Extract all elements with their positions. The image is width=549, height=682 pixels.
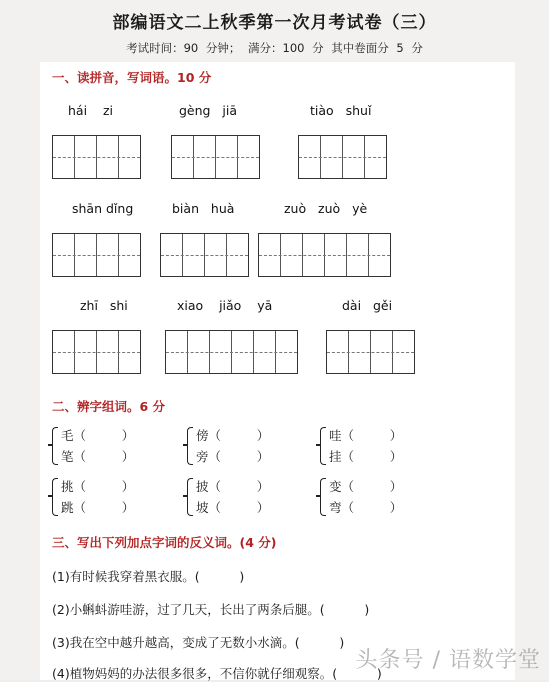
writing-grid-6[interactable] (258, 233, 391, 277)
pinyin-5: biàn huà (172, 201, 235, 216)
brace-icon (320, 427, 326, 465)
question-1[interactable]: (1)有时候我穿着黑衣服。( ) (52, 569, 245, 584)
char-line-top[interactable]: 傍（ ） (196, 428, 270, 443)
pinyin-3: tiào shuǐ (310, 103, 372, 118)
exam-title: 部编语文二上秋季第一次月考试卷（三） (112, 13, 437, 33)
section1-heading: 一、读拼音，写词语。10 分 (52, 70, 212, 85)
char-line-bottom[interactable]: 旁（ ） (196, 449, 270, 464)
exam-subtitle: 考试时间：90 分钟； 满分：100 分 其中卷面分 5 分 (126, 41, 423, 55)
pinyin-9: dài gěi (342, 298, 393, 313)
writing-grid-1[interactable] (52, 135, 141, 179)
char-line-bottom[interactable]: 跳（ ） (61, 500, 135, 515)
writing-grid-2[interactable] (171, 135, 260, 179)
brace-icon (187, 427, 193, 465)
brace-icon (52, 478, 58, 516)
watermark (356, 643, 541, 674)
question-2[interactable]: (2)小蝌蚪游哇游，过了几天，长出了两条后腿。( ) (52, 602, 370, 617)
watermark-source: 头条号 (355, 648, 425, 673)
section2-heading: 二、辨字组词。6 分 (52, 399, 166, 414)
writing-grid-4[interactable] (52, 233, 141, 277)
char-pair-3 (320, 425, 430, 465)
watermark-author: 语数学堂 (448, 648, 541, 673)
char-line-bottom[interactable]: 挂（ ） (329, 449, 403, 464)
pinyin-4: shān dǐng (72, 201, 134, 216)
char-line-top[interactable]: 变（ ） (329, 479, 403, 494)
pinyin-2: gèng jiā (179, 103, 238, 118)
watermark-slash: / (432, 648, 441, 673)
brace-icon (320, 478, 326, 516)
question-4[interactable]: (4)植物妈妈的办法很多很多，不信你就仔细观察。( ) (52, 666, 382, 681)
pinyin-7: zhī shi (80, 298, 128, 313)
writing-grid-9[interactable] (326, 330, 415, 374)
char-line-top[interactable]: 哇（ ） (329, 428, 403, 443)
char-line-top[interactable]: 披（ ） (196, 479, 270, 494)
char-line-top[interactable]: 毛（ ） (61, 428, 135, 443)
char-line-bottom[interactable]: 坡（ ） (196, 500, 270, 515)
pinyin-8: xiao jiǎo yā (177, 298, 273, 313)
question-3[interactable]: (3)我在空中越升越高，变成了无数小水滴。( ) (52, 635, 345, 650)
char-pair-4 (52, 476, 162, 516)
section3-heading: 三、写出下列加点字词的反义词。(4 分) (52, 535, 277, 550)
writing-grid-3[interactable] (298, 135, 387, 179)
writing-grid-7[interactable] (52, 330, 141, 374)
char-line-bottom[interactable]: 笔（ ） (61, 449, 135, 464)
char-pair-5 (187, 476, 297, 516)
brace-icon (52, 427, 58, 465)
writing-grid-5[interactable] (160, 233, 249, 277)
char-pair-2 (187, 425, 297, 465)
char-pair-1 (52, 425, 162, 465)
pinyin-1: hái zi (68, 103, 113, 118)
char-line-bottom[interactable]: 弯（ ） (329, 500, 403, 515)
writing-grid-8[interactable] (165, 330, 298, 374)
char-line-top[interactable]: 挑（ ） (61, 479, 135, 494)
pinyin-6: zuò zuò yè (284, 201, 368, 216)
brace-icon (187, 478, 193, 516)
char-pair-6 (320, 476, 430, 516)
